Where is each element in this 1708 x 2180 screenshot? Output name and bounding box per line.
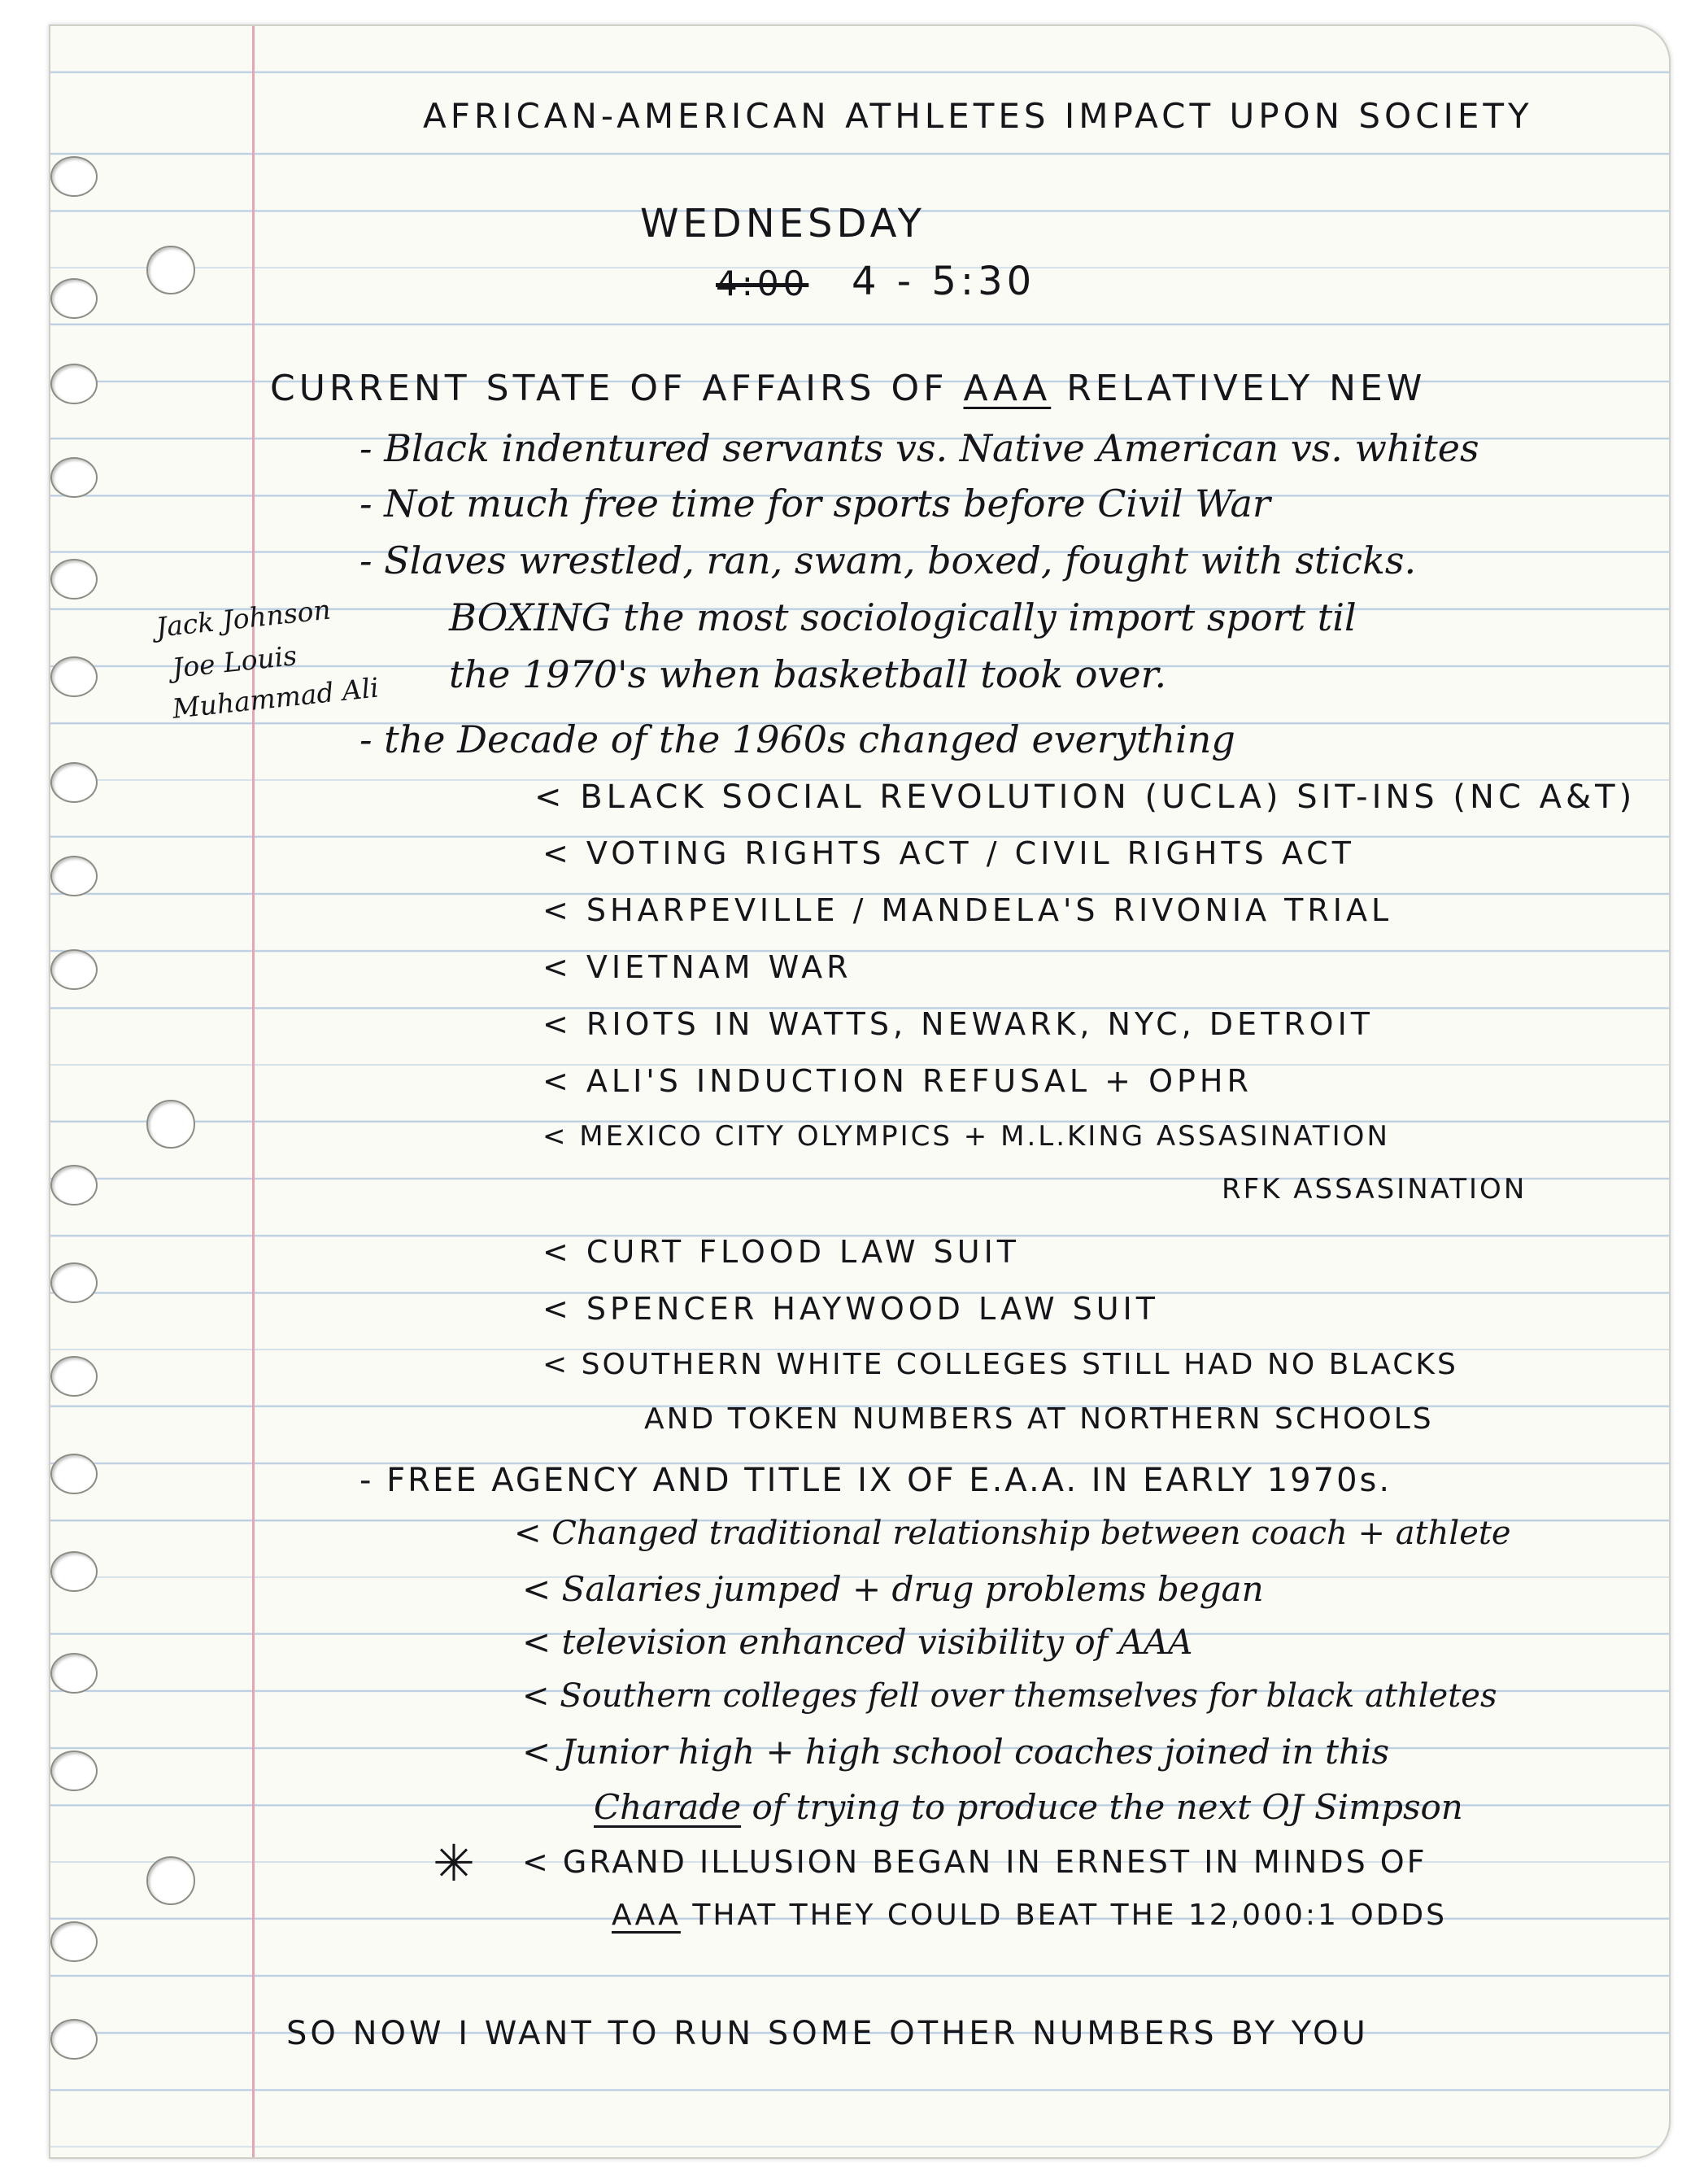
notebook-page (49, 24, 1671, 2159)
binder-hole-round (146, 1856, 195, 1905)
aaa-word: AAA (612, 1899, 681, 1932)
binder-hole (50, 1751, 98, 1791)
list-item: < television enhanced visibility of AAA (522, 1622, 1193, 1662)
margin-rule (252, 26, 255, 2157)
binder-hole (50, 278, 98, 319)
list-item: < RIOTS IN WATTS, NEWARK, NYC, DETROIT (542, 1006, 1375, 1042)
heading-post: RELATIVELY NEW (1051, 368, 1427, 409)
margin-note: Joe Louis (170, 639, 298, 684)
asterisk-mark: ✳ (433, 1833, 475, 1893)
section-heading (270, 368, 1426, 409)
list-item: < GRAND ILLUSION BEGAN IN ERNEST IN MINDS OF (522, 1844, 1427, 1880)
binder-hole (50, 1653, 98, 1694)
list-item: < SOUTHERN WHITE COLLEGES STILL HAD NO BLACKS (542, 1348, 1458, 1381)
binder-hole (50, 656, 98, 697)
struck-time: 4:00 (716, 264, 809, 303)
margin-note: Muhammad Ali (170, 671, 381, 725)
binder-hole (50, 1165, 98, 1206)
note-line: - Slaves wrestled, ran, swam, boxed, fought with sticks. (359, 538, 1417, 582)
list-item: AND TOKEN NUMBERS AT NORTHERN SCHOOLS (644, 1402, 1434, 1436)
list-item-continuation (594, 1787, 1463, 1827)
note-line: - the Decade of the 1960s changed everything (359, 717, 1235, 761)
list-item: < Changed traditional relationship between coach + athlete (514, 1515, 1511, 1552)
page-title: AFRICAN-AMERICAN ATHLETES IMPACT UPON SOCIETY (423, 96, 1533, 136)
binder-hole (50, 1551, 98, 1592)
heading-aaa: AAA (963, 368, 1052, 409)
binder-hole (50, 762, 98, 803)
note-line: - Not much free time for sports before Civil War (359, 482, 1270, 525)
binder-hole (50, 156, 98, 197)
note-line: BOXING the most sociologically import sport til (449, 595, 1357, 639)
binder-hole (50, 949, 98, 990)
binder-hole (50, 1356, 98, 1397)
heading-pre: CURRENT STATE OF AFFAIRS OF (270, 368, 964, 409)
binder-hole-round (146, 246, 195, 294)
binder-hole (50, 856, 98, 896)
binder-hole-round (146, 1100, 195, 1149)
time-range: 4 - 5:30 (852, 259, 1036, 304)
list-item: RFK ASSASINATION (1222, 1173, 1527, 1206)
day: WEDNESDAY (640, 201, 926, 246)
binder-hole (50, 457, 98, 498)
list-item: < CURT FLOOD LAW SUIT (542, 1234, 1020, 1270)
note-line: the 1970's when basketball took over. (449, 652, 1167, 696)
binder-hole (50, 559, 98, 600)
list-item: < BLACK SOCIAL REVOLUTION (UCLA) SIT-INS (NC A&T) (534, 778, 1636, 816)
list-item: < ALI'S INDUCTION REFUSAL + OPHR (542, 1063, 1253, 1099)
list-item-continuation (612, 1899, 1447, 1932)
binder-hole (50, 1262, 98, 1303)
list-item: < Southern colleges fell over themselves for black athletes (522, 1677, 1497, 1715)
binder-hole (50, 1921, 98, 1962)
list-item: < SPENCER HAYWOOD LAW SUIT (542, 1291, 1159, 1327)
note-line: - Black indentured servants vs. Native American vs. whites (359, 426, 1479, 470)
list-item: < Salaries jumped + drug problems began (522, 1569, 1264, 1609)
binder-hole (50, 1454, 98, 1494)
continuation-text: THAT THEY COULD BEAT THE 12,000:1 ODDS (680, 1899, 1447, 1932)
note-line: - FREE AGENCY AND TITLE IX OF E.A.A. IN EARLY 1970s. (359, 1462, 1392, 1499)
margin-note: Jack Johnson (154, 593, 333, 643)
list-item: < VIETNAM WAR (542, 949, 852, 985)
list-item: < VOTING RIGHTS ACT / CIVIL RIGHTS ACT (542, 835, 1355, 871)
list-item: < Junior high + high school coaches joined in this (522, 1732, 1389, 1772)
binder-hole (50, 364, 98, 404)
binder-hole (50, 2019, 98, 2060)
closing-line: SO NOW I WANT TO RUN SOME OTHER NUMBERS BY YOU (286, 2015, 1369, 2052)
list-item: < SHARPEVILLE / MANDELA'S RIVONIA TRIAL (542, 892, 1393, 928)
continuation-text: of trying to produce the next OJ Simpson (752, 1787, 1463, 1827)
list-item: < MEXICO CITY OLYMPICS + M.L.KING ASSASINATION (542, 1120, 1390, 1153)
charade-word: Charade (594, 1787, 742, 1827)
